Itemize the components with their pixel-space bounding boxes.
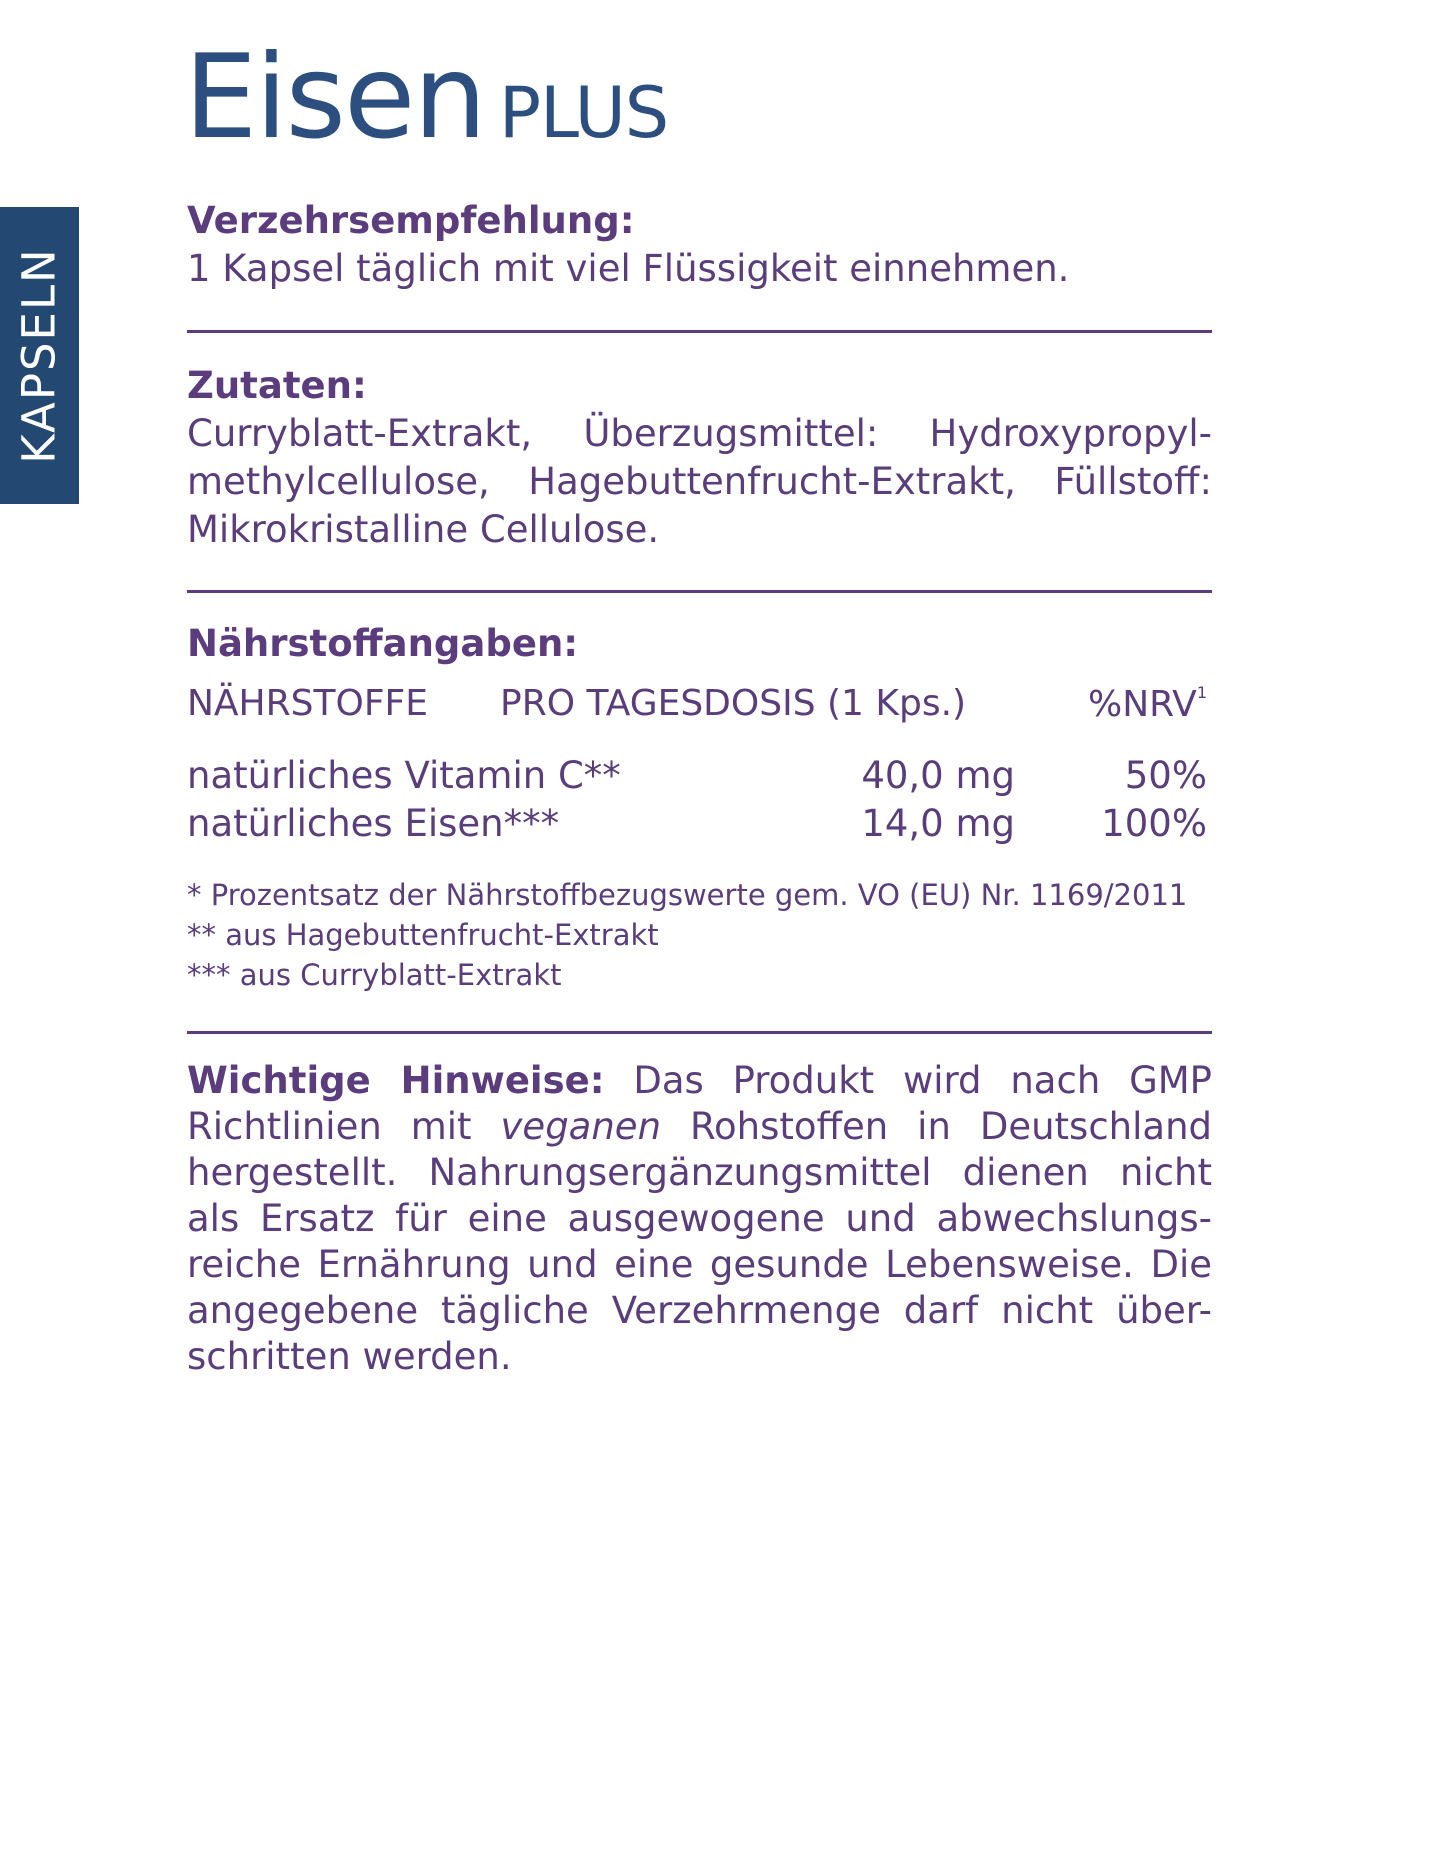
notes-heading: Wichtige Hinweise: — [187, 1059, 605, 1102]
notes-text-before: Das Produkt wird nach GMP Richtlinien mit — [187, 1059, 1212, 1148]
table-row — [187, 802, 1212, 850]
nutrient-name: natürliches Vitamin C** — [187, 754, 621, 797]
consumption-text: 1 Kapsel täglich mit viel Flüssigkeit einnehmen. — [187, 247, 1070, 290]
product-name: Eisen — [184, 30, 485, 165]
side-tab-label: KAPSELN — [13, 247, 66, 464]
product-variant: PLUS — [498, 72, 669, 154]
ingredients-heading: Zutaten: — [187, 364, 367, 407]
notes-text — [187, 1058, 1212, 1380]
notes-section — [187, 1058, 1212, 1380]
column-header-dose: PRO TAGESDOSIS (1 Kps.) — [500, 683, 967, 724]
divider — [187, 1031, 1212, 1034]
side-tab — [0, 207, 79, 504]
footnotes — [187, 875, 1212, 995]
notes-text-after: Rohstoffen in Deutschland hergestellt. Nahrungsergänzungsmittel dienen nicht als Ersatz für eine ausgewogene und abwechslungs-reiche Ernährung und eine gesunde Lebensweise. Die angegebene tägliche Verzehrmenge darf nicht über-schritten werden. — [187, 1105, 1213, 1378]
nutrition-section — [187, 620, 1212, 668]
footnote: ** aus Hagebuttenfrucht-Extrakt — [187, 918, 659, 952]
product-title — [184, 30, 668, 165]
column-header-nutrient: NÄHRSTOFFE — [187, 683, 428, 724]
footnote: * Prozentsatz der Nährstoffbezugswerte gem. VO (EU) Nr. 1169/2011 — [187, 878, 1188, 912]
ingredients-text: Curryblatt-Extrakt, Überzugsmittel: Hydroxypropyl-methylcellulose, Hagebuttenfrucht-Extrakt, Füllstoff: Mikrokristalline Cellulose. — [187, 412, 1212, 551]
consumption-section — [187, 197, 1212, 293]
nutrition-table-header — [187, 683, 1212, 733]
nutrient-name: natürliches Eisen*** — [187, 802, 560, 845]
nutrient-nrv: 100% — [1101, 802, 1207, 845]
consumption-heading: Verzehrsempfehlung: — [187, 199, 635, 242]
divider — [187, 330, 1212, 333]
column-header-nrv: %NRV$^1$ — [1088, 683, 1207, 725]
table-row — [187, 754, 1212, 802]
nutrient-nrv: 50% — [1124, 754, 1207, 797]
nutrient-dose: 40,0 mg — [861, 754, 1015, 797]
nutrition-heading: Nährstoffangaben: — [187, 622, 579, 665]
divider — [187, 590, 1212, 593]
ingredients-section — [187, 362, 1212, 554]
notes-text-italic: veganen — [500, 1105, 662, 1148]
footnote: *** aus Curryblatt-Extrakt — [187, 958, 562, 992]
nutrient-dose: 14,0 mg — [861, 802, 1015, 845]
